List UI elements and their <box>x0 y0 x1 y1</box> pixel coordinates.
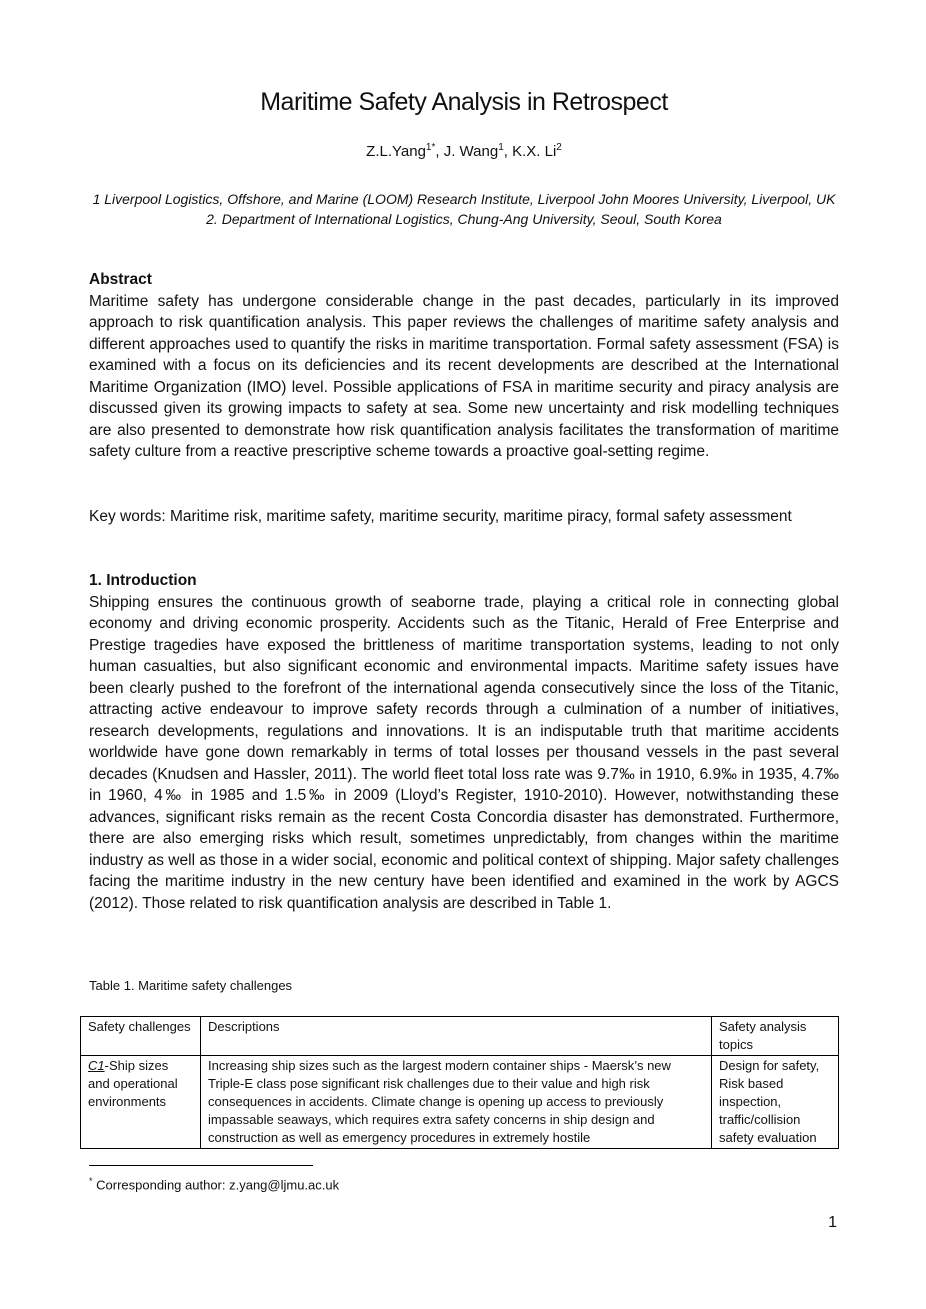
challenge-id: C1 <box>88 1058 105 1073</box>
introduction-heading: 1. Introduction <box>89 572 197 589</box>
abstract-text: Maritime safety has undergone considerable change in the past decades, particularly in its improved approach to risk quantification analysis. This paper reviews the challenges of maritime safety analysis and different approaches used to quantify the risks in maritime transportation. Formal safety assessment (FSA) is examined with a focus on its deficiencies and its recent developments are described at the International Maritime Organization (IMO) level. Possible applications of FSA in maritime security and piracy analysis are discussed given its growing impacts to safety at sea. Some new uncertainty and risk modelling techniques are also presented to demonstrate how risk quantification analysis facilitates the transformation of maritime safety culture from a reactive prescriptive scheme towards a proactive goal-setting regime. <box>89 292 839 460</box>
table-caption: Table 1. Maritime safety challenges <box>89 978 293 993</box>
table-header-row <box>81 1017 839 1056</box>
footnote-text: Corresponding author: z.yang@ljmu.ac.uk <box>92 1177 340 1193</box>
affiliation-1: 1 Liverpool Logistics, Offshore, and Marine (LOOM) Research Institute, Liverpool John Moores University, Liverpool, UK <box>92 191 836 207</box>
author-affiliation-mark: 2 <box>556 142 562 153</box>
footnote-mark: * <box>89 1176 93 1186</box>
introduction-text: Shipping ensures the continuous growth of seaborne trade, playing a critical role in connecting global economy and driving economic prosperity. Accidents such as the Titanic, Herald of Free Enterprise and Prestige tragedies have exposed the brittleness of maritime transportation systems, leading to not only human casualties, but also significant economic and environmental impacts. Maritime safety issues have been clearly pushed to the forefront of the international agenda consecutively since the loss of the Titanic, attracting active endeavour to improve safety records through a culmination of a number of initiatives, research developments, regulations and innovations. It is an indisputable truth that maritime accidents worldwide have gone down remarkably in terms of total losses per thousand vessels in the past several decades (Knudsen and Hassler, 2011). The world fleet total loss rate was 9.7‰ in 1910, 6.9‰ in 1935, 4.7‰ in 1960, 4‰ in 1985 and 1.5‰ in 2009 (Lloyd’s Register, 1910-2010). However, notwithstanding these advances, significant risks remain as the recent Costa Concordia disaster has demonstrated. Furthermore, there are also emerging risks which result, sometimes unpredictably, from changes within the maritime industry as well as those in a wider social, economic and political context of shipping. Major safety challenges facing the maritime industry in the new century have been identified and examined in the work by AGCS (2012). Those related to risk quantification analysis are described in Table 1. <box>89 593 839 912</box>
footnote <box>89 1176 339 1192</box>
table-header-cell: Descriptions <box>201 1017 712 1056</box>
safety-challenges-table <box>80 1016 839 1149</box>
affiliations <box>89 189 839 229</box>
author-list: Z.L.Yang$^{1*}$, J. Wang$^1$, K.X. Li$^2$ <box>366 142 562 160</box>
paper-title: Maritime Safety Analysis in Retrospect <box>260 88 668 116</box>
author-name: K.X. Li <box>512 143 557 160</box>
author-name: Z.L.Yang <box>366 143 426 160</box>
author-affiliation-mark: 1* <box>425 142 436 153</box>
keywords: Key words: Maritime risk, maritime safety, maritime security, maritime piracy, formal safety assessment <box>89 508 792 525</box>
table-cell-topics: Design for safety, Risk based inspection, traffic/collision safety evaluation <box>712 1056 839 1149</box>
table-header-cell: Safety challenges <box>81 1017 201 1056</box>
abstract-section <box>89 269 839 463</box>
footnote-divider <box>89 1165 313 1166</box>
introduction-section <box>89 570 839 914</box>
table-cell-description: Increasing ship sizes such as the largest modern container ships - Maersk’s new Triple-E class pose significant risk challenges due to their value and high risk consequences in accidents. Climate change is opening up access to previously impassable seaways, which requires extra safety concerns in ship design and construction as well as emergency procedures in extremely hostile <box>201 1056 712 1149</box>
table-header-cell: Safety analysis topics <box>712 1017 839 1056</box>
author-affiliation-mark: 1 <box>498 142 504 153</box>
abstract-heading: Abstract <box>89 271 152 288</box>
table-cell-challenge <box>81 1056 201 1149</box>
table-row <box>81 1056 839 1149</box>
page-number: 1 <box>828 1214 837 1231</box>
author-name: J. Wang <box>443 143 499 160</box>
affiliation-2: 2. Department of International Logistics, Chung-Ang University, Seoul, South Korea <box>206 211 722 227</box>
challenge-text: -Ship sizes and operational environments <box>88 1058 178 1109</box>
